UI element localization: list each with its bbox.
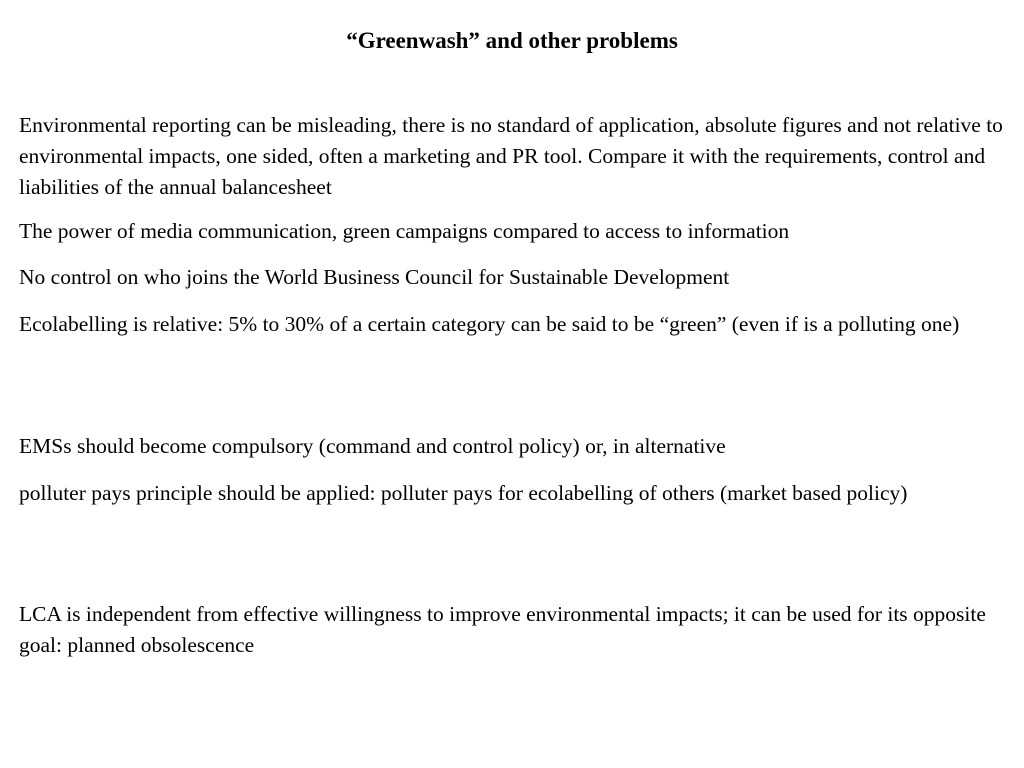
paragraph-lca: LCA is independent from effective willingness to improve environmental impacts; it can be used for its opposite goal: planned obsolescence <box>19 602 986 657</box>
paragraph-environmental-reporting: Environmental reporting can be misleading, there is no standard of application, absolute figures and not relative to environmental impacts, one sided, often a marketing and PR tool. Compare it with the requirements, control and liabilities of the annual balancesheet <box>19 113 1003 199</box>
paragraph-ecolabelling: Ecolabelling is relative: 5% to 30% of a certain category can be said to be “green” (even if is a polluting one) <box>19 312 960 336</box>
slide-title: “Greenwash” and other problems <box>346 28 678 53</box>
paragraph-media-communication: The power of media communication, green campaigns compared to access to information <box>19 219 790 243</box>
paragraph-polluter-pays: polluter pays principle should be applied: polluter pays for ecolabelling of others (market based policy) <box>19 481 908 505</box>
paragraph-wbcsd-control: No control on who joins the World Business Council for Sustainable Development <box>19 265 730 289</box>
paragraph-ems-compulsory: EMSs should become compulsory (command and control policy) or, in alternative <box>19 434 726 458</box>
